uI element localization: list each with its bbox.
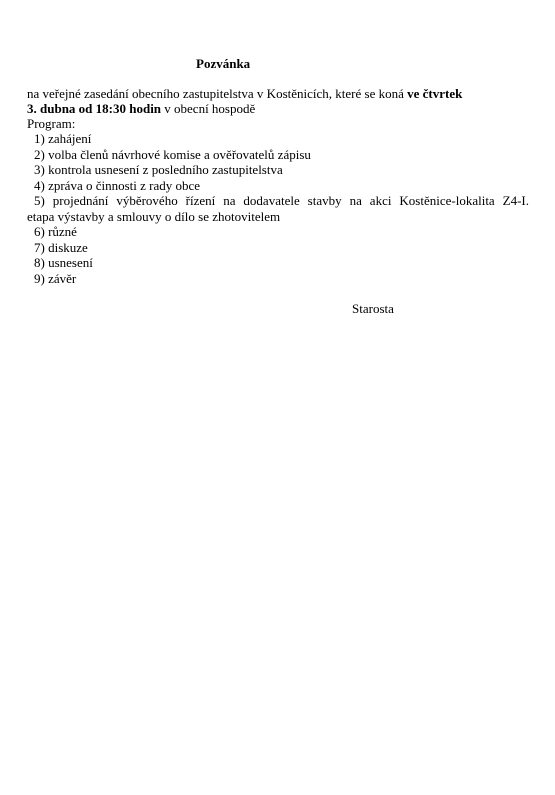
invitation-intro xyxy=(27,86,529,116)
intro-place: v obecní hospodě xyxy=(161,101,256,116)
program-label: Program: xyxy=(27,116,76,131)
intro-day: ve čtvrtek xyxy=(407,86,463,101)
program-item: 5) projednání výběrového řízení na dodavatele stavby na akci Kostěnice-lokalita Z4-I. xyxy=(34,193,529,208)
program-item-continuation: etapa výstavby a smlouvy o dílo se zhotovitelem xyxy=(27,208,281,224)
intro-text-1: na veřejné zasedání obecního zastupitelstva v Kostěnicích, které se koná xyxy=(27,86,408,101)
intro-line-1 xyxy=(27,86,529,101)
intro-line-2 xyxy=(27,101,529,116)
program-item: 1) zahájení xyxy=(34,131,92,146)
program-item: 9) závěr xyxy=(34,270,77,286)
program-list xyxy=(27,131,529,286)
document-title: Pozvánka xyxy=(196,56,251,71)
signature: Starosta xyxy=(352,301,394,316)
program-item: 3) kontrola usnesení z posledního zastupitelstva xyxy=(34,162,283,177)
program-item: 8) usnesení xyxy=(34,255,93,270)
program-item: 7) diskuze xyxy=(34,239,88,255)
program-item: 2) volba členů návrhové komise a ověřovatelů zápisu xyxy=(34,146,311,162)
intro-date-time: 3. dubna od 18:30 hodin xyxy=(27,101,162,116)
program-item: 6) různé xyxy=(34,224,77,239)
program-item: 4) zpráva o činnosti z rady obce xyxy=(34,177,201,193)
